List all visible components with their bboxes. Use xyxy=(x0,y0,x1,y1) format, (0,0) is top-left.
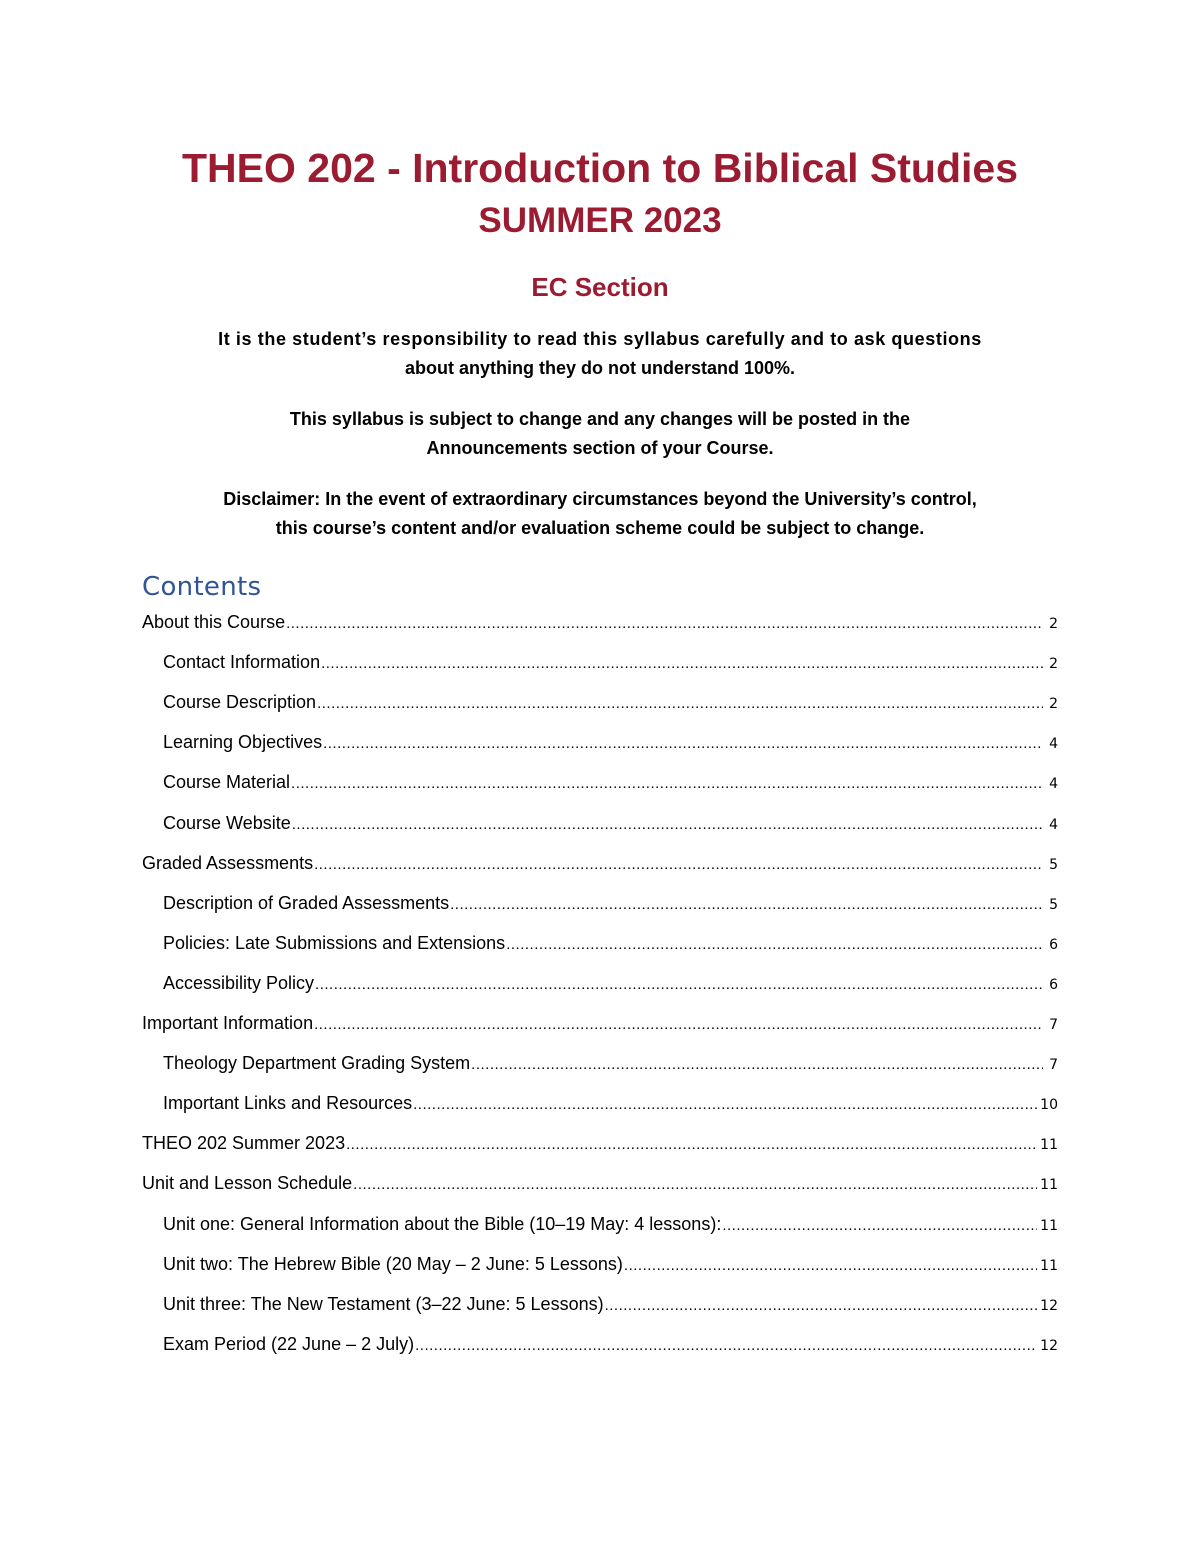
toc-entry-label: Exam Period (22 June – 2 July) xyxy=(163,1334,415,1354)
toc-entry-label: Course Description xyxy=(163,692,317,712)
toc-entry-page-number: 4 xyxy=(1049,776,1058,792)
toc-entry-label: Unit and Lesson Schedule xyxy=(142,1173,353,1193)
course-title: THEO 202 - Introduction to Biblical Studies xyxy=(181,145,1018,191)
course-term: SUMMER 2023 xyxy=(478,201,722,240)
toc-entry-page-number: 2 xyxy=(1049,656,1058,672)
toc-entry-page-number: 6 xyxy=(1049,977,1058,993)
toc-entry-page-number: 12 xyxy=(1040,1338,1058,1354)
toc-dot-leader xyxy=(722,1211,1037,1241)
toc-entry-label: Unit two: The Hebrew Bible (20 May – 2 June: 5 Lessons) xyxy=(163,1254,623,1274)
responsibility-notice xyxy=(100,325,1100,383)
toc-dot-leader xyxy=(471,1050,1043,1080)
toc-entry-page-number: 2 xyxy=(1049,616,1058,632)
toc-entry-label: About this Course xyxy=(142,612,286,632)
toc-entry-page-number: 11 xyxy=(1040,1137,1058,1153)
toc-entry[interactable] xyxy=(163,808,1058,838)
toc-entry-label: Important Links and Resources xyxy=(163,1093,413,1113)
toc-entry-label: THEO 202 Summer 2023 xyxy=(142,1133,346,1153)
notice-line: about anything they do not understand 100%. xyxy=(404,358,796,378)
toc-entry-page-number: 4 xyxy=(1049,817,1058,833)
contents-heading: Contents xyxy=(142,572,262,602)
toc-entry[interactable] xyxy=(163,968,1058,998)
toc-entry[interactable] xyxy=(163,767,1058,797)
toc-entry[interactable] xyxy=(163,1088,1058,1118)
toc-entry[interactable] xyxy=(142,1128,1058,1158)
toc-entry-page-number: 10 xyxy=(1040,1097,1058,1113)
toc-dot-leader xyxy=(317,689,1043,719)
notice-line: This syllabus is subject to change and any changes will be posted in the xyxy=(289,409,911,429)
toc-dot-leader xyxy=(353,1170,1037,1200)
toc-entry-page-number: 4 xyxy=(1049,736,1058,752)
toc-dot-leader xyxy=(321,649,1043,679)
toc-entry-label: Theology Department Grading System xyxy=(163,1053,471,1073)
toc-dot-leader xyxy=(346,1130,1037,1160)
toc-dot-leader xyxy=(314,850,1043,880)
changes-notice xyxy=(100,405,1100,463)
notice-line: It is the student’s responsibility to read this syllabus carefully and to ask questions xyxy=(218,329,982,349)
notice-line: Announcements section of your Course. xyxy=(426,438,774,458)
toc-entry[interactable] xyxy=(163,1209,1058,1239)
toc-entry[interactable] xyxy=(163,1289,1058,1319)
toc-entry[interactable] xyxy=(142,607,1058,637)
toc-dot-leader xyxy=(314,1010,1043,1040)
toc-entry-label: Contact Information xyxy=(163,652,321,672)
toc-entry[interactable] xyxy=(163,1048,1058,1078)
toc-entry-page-number: 6 xyxy=(1049,937,1058,953)
toc-entry-label: Graded Assessments xyxy=(142,853,314,873)
toc-dot-leader xyxy=(605,1291,1038,1321)
toc-entry-label: Course Material xyxy=(163,772,291,792)
toc-entry[interactable] xyxy=(163,727,1058,757)
toc-entry-page-number: 7 xyxy=(1049,1057,1058,1073)
toc-dot-leader xyxy=(506,930,1043,960)
toc-dot-leader xyxy=(415,1331,1037,1361)
toc-entry[interactable] xyxy=(163,1329,1058,1359)
toc-dot-leader xyxy=(624,1251,1037,1281)
toc-dot-leader xyxy=(291,769,1043,799)
toc-entry-label: Course Website xyxy=(163,813,291,833)
toc-entry[interactable] xyxy=(163,928,1058,958)
toc-entry-label: Description of Graded Assessments xyxy=(163,893,450,913)
toc-dot-leader xyxy=(286,609,1043,639)
toc-entry[interactable] xyxy=(163,1249,1058,1279)
toc-entry-page-number: 11 xyxy=(1040,1218,1058,1234)
toc-entry-page-number: 11 xyxy=(1040,1258,1058,1274)
toc-entry-page-number: 11 xyxy=(1040,1177,1058,1193)
toc-entry[interactable] xyxy=(142,1168,1058,1198)
toc-entry[interactable] xyxy=(142,848,1058,878)
toc-entry[interactable] xyxy=(163,888,1058,918)
toc-entry[interactable] xyxy=(163,687,1058,717)
toc-entry-label: Important Information xyxy=(142,1013,314,1033)
toc-entry-label: Policies: Late Submissions and Extensions xyxy=(163,933,506,953)
toc-entry[interactable] xyxy=(142,1008,1058,1038)
toc-entry-page-number: 2 xyxy=(1049,696,1058,712)
toc-entry-page-number: 12 xyxy=(1040,1298,1058,1314)
toc-entry-label: Learning Objectives xyxy=(163,732,323,752)
toc-entry-page-number: 7 xyxy=(1049,1017,1058,1033)
notice-line: Disclaimer: In the event of extraordinary circumstances beyond the University’s control, xyxy=(223,489,977,509)
toc-entry-page-number: 5 xyxy=(1049,897,1058,913)
toc-dot-leader xyxy=(315,970,1043,1000)
toc-dot-leader xyxy=(292,810,1043,840)
toc-entry-label: Unit one: General Information about the Bible (10–19 May: 4 lessons): xyxy=(163,1214,722,1234)
toc-entry-label: Accessibility Policy xyxy=(163,973,315,993)
toc-entry-page-number: 5 xyxy=(1049,857,1058,873)
disclaimer-notice xyxy=(100,485,1100,543)
toc-dot-leader xyxy=(413,1090,1037,1120)
notice-line: this course’s content and/or evaluation scheme could be subject to change. xyxy=(275,518,925,538)
toc-entry[interactable] xyxy=(163,647,1058,677)
course-section: EC Section xyxy=(531,272,669,302)
toc-dot-leader xyxy=(323,729,1043,759)
toc-dot-leader xyxy=(450,890,1043,920)
toc-entry-label: Unit three: The New Testament (3–22 June: 5 Lessons) xyxy=(163,1294,604,1314)
